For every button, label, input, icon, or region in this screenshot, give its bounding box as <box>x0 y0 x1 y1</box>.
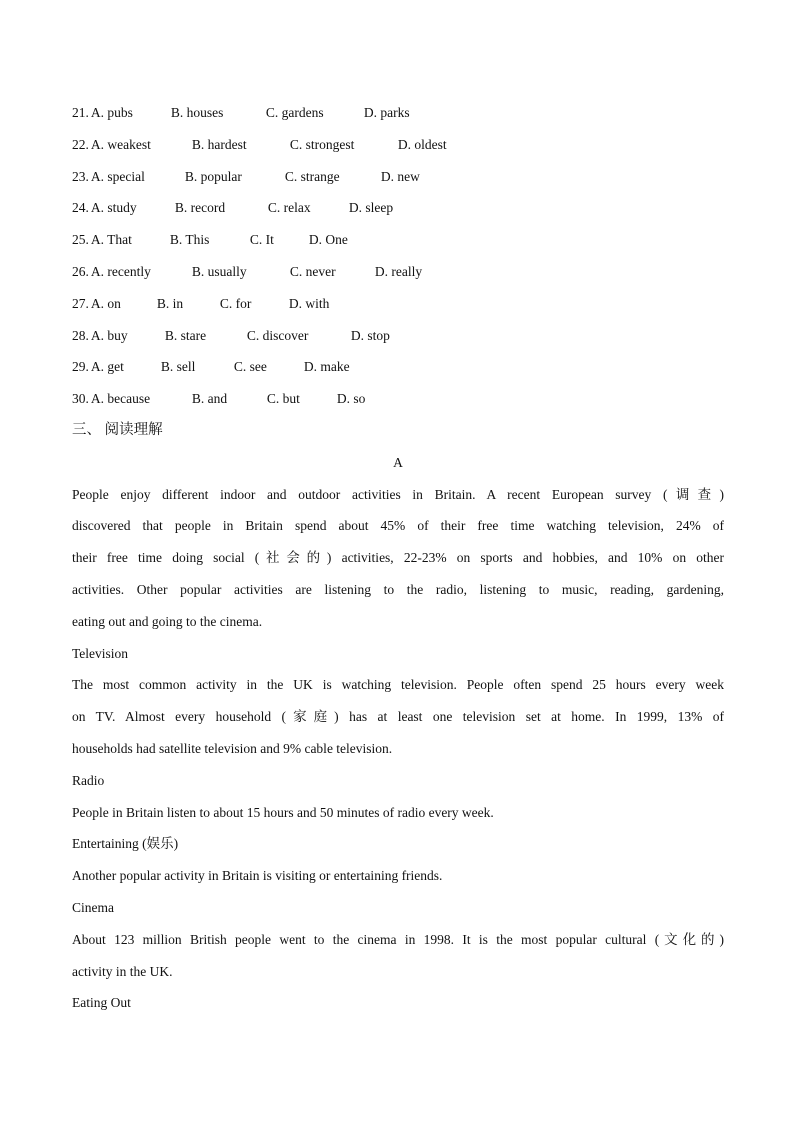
option-c: C. never <box>289 263 336 279</box>
option-c: C. discover <box>246 327 309 343</box>
heading-television: Television <box>72 645 129 661</box>
question-number: 27. <box>72 295 89 311</box>
radio-paragraph <box>72 797 724 829</box>
option-a: A. special <box>90 168 145 184</box>
paragraph-line: eating out and going to the cinema. <box>72 613 263 629</box>
option-a: A. weakest <box>90 136 151 152</box>
option-c: C. for <box>219 295 252 311</box>
question-list <box>72 97 724 415</box>
option-c: C. see <box>233 359 267 375</box>
question-number: 24. <box>72 200 89 216</box>
option-d: D. so <box>336 391 366 407</box>
question-number: 30. <box>72 391 89 407</box>
option-c: C. It <box>249 232 274 248</box>
option-a: A. on <box>90 295 121 311</box>
question-number: 22. <box>72 136 89 152</box>
option-a: A. because <box>90 391 151 407</box>
option-c: C. but <box>266 391 300 407</box>
question-28 <box>72 320 724 352</box>
option-d: D. sleep <box>348 200 394 216</box>
paragraph-line: People enjoy different indoor and outdoor activities in Britain. A recent European survey (调查) <box>72 486 724 502</box>
question-number: 26. <box>72 263 89 279</box>
television-paragraph <box>72 669 724 764</box>
question-22 <box>72 129 724 161</box>
paragraph-line: discovered that people in Britain spend about 45% of their free time watching television, 24% of <box>72 518 724 534</box>
option-b: B. This <box>169 232 210 248</box>
question-number: 29. <box>72 359 89 375</box>
paragraph-line: activity in the UK. <box>72 963 173 979</box>
option-d: D. new <box>380 168 420 184</box>
option-d: D. really <box>374 263 423 279</box>
option-b: B. sell <box>160 359 196 375</box>
question-30 <box>72 383 724 415</box>
question-25 <box>72 224 724 256</box>
paragraph-line: on TV. Almost every household (家庭) has at least one television set at home. In 1999, 13% of <box>72 709 724 725</box>
intro-paragraph <box>72 479 724 638</box>
question-29 <box>72 351 724 383</box>
option-b: B. stare <box>164 327 207 343</box>
section-title: 三、 阅读理解 <box>72 421 163 438</box>
option-b: B. and <box>191 391 228 407</box>
option-d: D. oldest <box>397 136 447 152</box>
heading-entertaining: Entertaining (娱乐) <box>72 836 179 852</box>
option-c: C. strange <box>284 168 340 184</box>
option-d: D. stop <box>350 327 390 343</box>
option-b: B. hardest <box>191 136 247 152</box>
question-27 <box>72 288 724 320</box>
question-number: 25. <box>72 232 89 248</box>
paragraph-line: About 123 million British people went to the cinema in 1998. It is the most popular cultural (文化的) <box>72 931 724 947</box>
question-24 <box>72 192 724 224</box>
paragraph-line: activities. Other popular activities are listening to the radio, listening to music, reading, gardening, <box>72 581 724 597</box>
entertaining-paragraph <box>72 860 724 892</box>
document-page <box>72 97 724 1019</box>
question-21 <box>72 97 724 129</box>
heading-eating-out: Eating Out <box>72 995 131 1011</box>
paragraph-line: People in Britain listen to about 15 hours and 50 minutes of radio every week. <box>72 804 494 820</box>
option-a: A. study <box>90 200 137 216</box>
paragraph-line: Another popular activity in Britain is visiting or entertaining friends. <box>72 868 443 884</box>
option-a: A. buy <box>90 327 128 343</box>
option-c: C. relax <box>267 200 311 216</box>
heading-cinema: Cinema <box>72 899 114 915</box>
option-d: D. parks <box>363 105 410 120</box>
option-a: A. That <box>90 232 132 248</box>
option-a: A. pubs <box>90 105 133 120</box>
passage-label: A <box>393 454 403 470</box>
question-number: 23. <box>72 168 89 184</box>
question-number: 28. <box>72 327 89 343</box>
option-d: D. One <box>308 232 348 248</box>
option-b: B. usually <box>191 263 247 279</box>
heading-radio: Radio <box>72 772 105 788</box>
question-26 <box>72 256 724 288</box>
option-b: B. popular <box>184 168 242 184</box>
option-b: B. record <box>174 200 226 216</box>
paragraph-line: The most common activity in the UK is watching television. People often spend 25 hours every week <box>72 677 724 693</box>
question-number: 21. <box>72 105 89 120</box>
option-c: C. strongest <box>289 136 355 152</box>
option-b: B. houses <box>170 105 224 120</box>
option-d: D. with <box>288 295 330 311</box>
option-d: D. make <box>303 359 350 375</box>
option-b: B. in <box>156 295 184 311</box>
option-a: A. get <box>90 359 124 375</box>
paragraph-line: households had satellite television and 9% cable television. <box>72 740 393 756</box>
paragraph-line: their free time doing social (社会的) activities, 22-23% on sports and hobbies, and 10% on other <box>72 550 724 566</box>
question-23 <box>72 161 724 193</box>
cinema-paragraph <box>72 924 724 988</box>
option-c: C. gardens <box>265 105 324 120</box>
option-a: A. recently <box>90 263 151 279</box>
